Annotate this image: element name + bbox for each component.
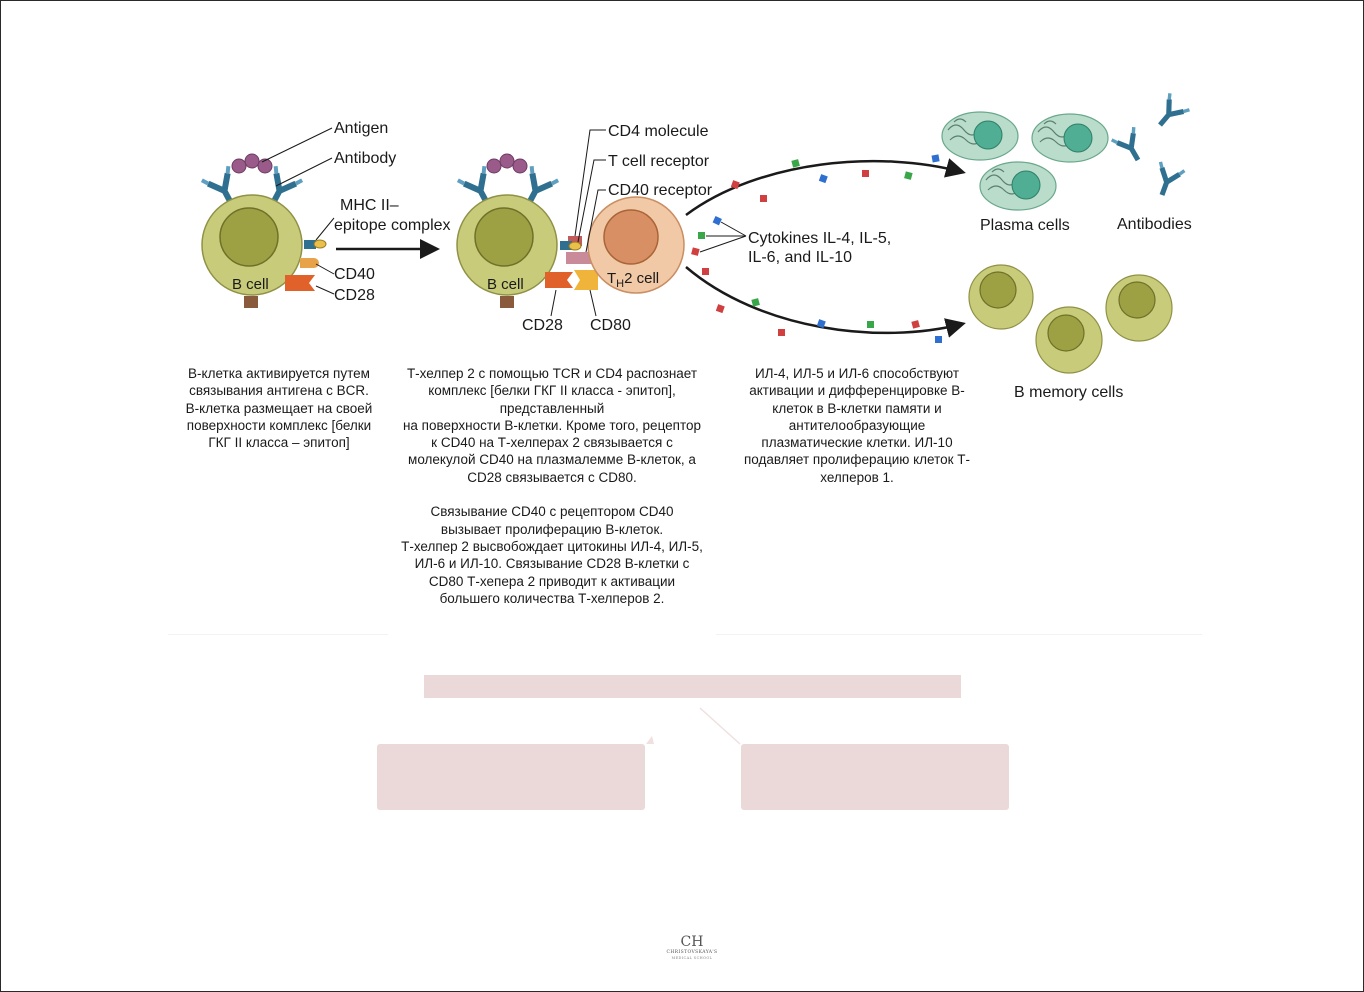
b-cell-stem-icon (244, 296, 258, 308)
logo-subtitle: MEDICAL SCHOOL (671, 956, 713, 960)
divider-left (168, 634, 388, 635)
mhc-complex-icon (304, 240, 326, 249)
antibodies-label: Antibodies (1117, 216, 1192, 233)
antigen-label: Antigen (334, 120, 389, 137)
plasma-cells (942, 112, 1108, 210)
b-cell-label: B cell (487, 276, 524, 293)
placeholder-box-left (377, 744, 645, 810)
antibody-label: Antibody (334, 150, 397, 167)
divider-right (716, 634, 1202, 635)
cd80-label: CD80 (590, 317, 631, 334)
b-cell-middle (457, 154, 558, 308)
mhc-label-line1: MHC II– (340, 197, 399, 214)
b-cell-nucleus (475, 208, 533, 266)
cd40-receptor-label: CD40 receptor (608, 182, 713, 199)
memory-cells-label: B memory cells (1014, 384, 1124, 401)
plasma-cell (1032, 114, 1108, 162)
connector-left-icon (646, 736, 654, 744)
memory-cells (969, 265, 1172, 373)
cd28-left-icon (285, 275, 315, 291)
plasma-cell (942, 112, 1018, 160)
cd28-label-middle: CD28 (522, 317, 563, 334)
cd80-icon (574, 270, 598, 290)
th2-cell-nucleus (604, 210, 658, 264)
antibodies-icon (1112, 93, 1190, 199)
school-logo (664, 934, 720, 961)
t-cell-receptor-icon (569, 242, 581, 250)
b-cell-nucleus (220, 208, 278, 266)
cd40-label: CD40 (334, 266, 375, 283)
plasma-cell (980, 162, 1056, 210)
antigen-icon (232, 154, 272, 173)
cytokines-label-line1: Cytokines IL-4, IL-5, (748, 230, 892, 247)
memory-cell (1036, 307, 1102, 373)
mhc-label-line2: epitope complex (334, 217, 451, 234)
plasma-arrow-icon (686, 161, 962, 215)
b-cell-left (202, 154, 326, 308)
memory-cell (1106, 275, 1172, 341)
cd28-middle-icon (545, 272, 573, 288)
step3-description: ИЛ-4, ИЛ-5 и ИЛ-6 способствуют активации и дифференцировке В- клеток в В-клетки памяти и антителообразующие плазматические клетки. ИЛ-10 подавляет пролиферацию клеток Т- хелперов 1. (743, 366, 971, 485)
step2-description: Т-хелпер 2 с помощью TCR и CD4 распознает комплекс [белки ГКГ II класса - эпитоп], представленный на поверхности В-клетки. Кроме того, рецептор к CD40 на Т-хелперах 2 связывается с молекулой CD40 на плазмалемме В-клеток, а CD28 связывается с CD80. Связывание CD40 с рецептором CD40 вызывает пролиферацию В-клеток. Т-хелпер 2 высвобождает цитокины ИЛ-4, ИЛ-5, ИЛ-6 и ИЛ-10. Связывание CD28 В-клетки с CD80 Т-хепера 2 приводит к активации большего количества Т-хелперов 2. (401, 366, 703, 606)
cytokines-label-line2: IL-6, and IL-10 (748, 249, 853, 266)
placeholder-header-box (424, 675, 961, 698)
cytokine-leader-lines (700, 222, 746, 252)
cd40-icon (300, 258, 319, 268)
memory-cell (969, 265, 1033, 329)
b-cell-label: B cell (232, 276, 269, 293)
connector-right-icon (700, 708, 740, 744)
th2-cell (588, 197, 684, 293)
cd28-label-left: CD28 (334, 287, 375, 304)
logo-name: CHRISTOVSKAYA'S (666, 950, 718, 955)
b-cell-stem-icon (500, 296, 514, 308)
th2-cell-label: $T_H2$ cell (607, 270, 660, 290)
plasma-cells-label: Plasma cells (980, 217, 1070, 234)
cd4-molecule-label: CD4 molecule (608, 123, 709, 140)
placeholder-box-right (741, 744, 1009, 810)
step1-description: В-клетка активируется путем связывания антигена с BCR. В-клетка размещает на своей поверхности комплекс [белки ГКГ II класса – эпитоп] (185, 366, 373, 451)
t-cell-receptor-label: T cell receptor (608, 153, 710, 170)
antigen-icon (487, 154, 527, 173)
logo-monogram: CH (680, 934, 704, 950)
